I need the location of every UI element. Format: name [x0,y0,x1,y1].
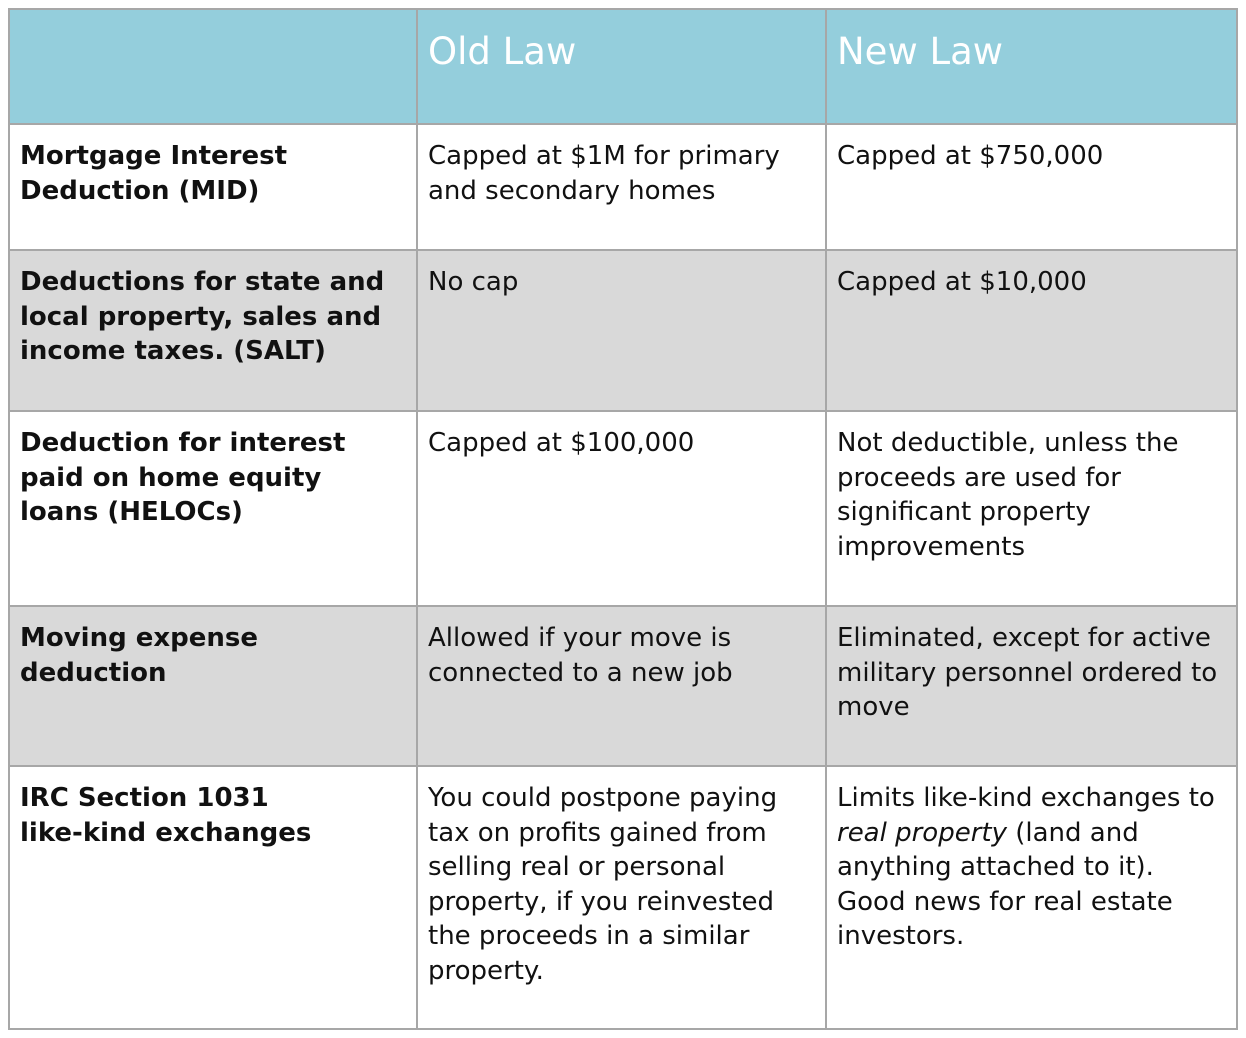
new-law-cell: Capped at $10,000 [826,250,1237,411]
row-label: Deduction for interest paid on home equity loans (HELOCs) [9,411,417,606]
old-law-cell: You could postpone paying tax on profits gained from selling real or personal property, if you reinvested the proceeds in a similar property. [417,766,826,1029]
header-corner-cell [9,9,417,124]
new-law-cell [826,766,1237,1029]
header-old-law: Old Law [417,9,826,124]
tax-law-comparison-table [8,8,1238,1030]
new-law-emphasis: real property [837,817,1007,848]
header-row [9,9,1237,124]
row-label: Deductions for state and local property, sales and income taxes. (SALT) [9,250,417,411]
header-new-law: New Law [826,9,1237,124]
old-law-cell: Capped at $1M for primary and secondary homes [417,124,826,250]
table-row [9,124,1237,250]
new-law-text: Limits like-kind exchanges to [837,783,1215,813]
old-law-cell: No cap [417,250,826,411]
table-row [9,766,1237,1029]
table-row [9,411,1237,606]
row-label [9,766,417,1029]
table-row [9,250,1237,411]
row-label-line: IRC Section 1031 [20,783,269,813]
old-law-cell: Capped at $100,000 [417,411,826,606]
row-label: Mortgage Interest Deduction (MID) [9,124,417,250]
row-label: Moving expense deduction [9,606,417,766]
new-law-cell: Eliminated, except for active military personnel ordered to move [826,606,1237,766]
new-law-cell: Capped at $750,000 [826,124,1237,250]
new-law-cell: Not deductible, unless the proceeds are used for significant property improvements [826,411,1237,606]
table-row [9,606,1237,766]
row-label-line: like-kind exchanges [20,817,312,848]
new-law-text: (land and anything attached to it). Good news for real estate investors. [837,817,1173,951]
old-law-cell: Allowed if your move is connected to a new job [417,606,826,766]
